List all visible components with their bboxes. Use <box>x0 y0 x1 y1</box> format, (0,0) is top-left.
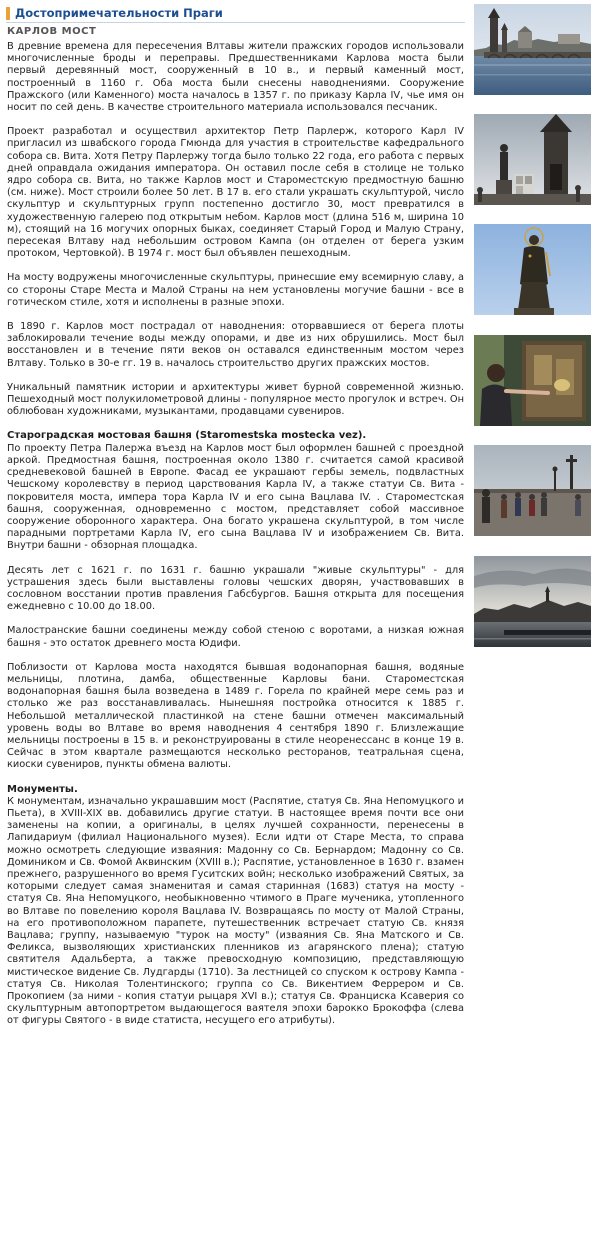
dusk-panorama-photo[interactable] <box>474 556 591 647</box>
paragraph-history: В древние времена для пересечения Влтавы жители пражских городов использовали многочисленные броды и переправы. Предшественниками Карлова моста были первый деревянный мост, сооруженный в 10 в., и первый каменный мост, построенный в 1160 г. Оба моста были снесены наводнениями. Сооружение Пражского (или Каменного) моста началось в 1357 г. по приказу Карла IV, чье имя он носит по сей день. В качестве строительного материала использовался песчаник. <box>7 41 464 114</box>
page-header <box>6 6 466 21</box>
paragraph-water-tower: Поблизости от Карлова моста находятся бывшая водонапорная башня, водяные мельницы, плотина, дамба, общественные Карловы бани. Староместская водонапорная башня была возведена в 1489 г. Горела по крайней мере семь раз и столько же раз восстанавливалась. Нынешняя постройка относится к 1885 г. Небольшой металлической пластинкой на стене башни отмечен максимальный уровень воды во Влтаве во время наводнения 4 сентября 1890 г. Близлежащие мельницы построены в 15 в. и реконструированы в стиле неоренессанс в конце 19 в. Сейчас в этом квартале размещаются несколько ресторанов, театральная сцена, киоски сувениров, пункты обмена валюты. <box>7 661 464 771</box>
page-title: Достопримечательности Праги <box>15 6 223 20</box>
title-marker-icon <box>6 7 10 20</box>
paragraph-sculptures: На мосту водружены многочисленные скульптуры, принесшие ему всемирную славу, а со стороны Старе Места и Малой Страны на нем установлены могучие башни - все в готическом стиле, хотя и исполнены в разные эпохи. <box>7 272 464 308</box>
title-divider <box>6 22 465 23</box>
paragraph-lesser-town-towers: Малостранские башни соединены между собой стеною с воротами, а низкая южная башня - это остаток древнего моста Юдифи. <box>7 625 464 649</box>
paragraph-tower: По проекту Петра Палержа въезд на Карлов мост был оформлен башней с проездной аркой. Предмостная башня, построенная около 1380 г. считается самой красивой средневековой башней в Европе. Фасад ее украшают гербы земель, подвластных Чешскому королевству в период царствования Карла IV, а также статуи Св. Вита - покровителя моста, импера тора Карла IV и его сына Вацлава IV. . Староместская башня, сооруженная, одновременно с мостом, представляет собой массивное сооружение оборонного характера. Она богато украшена скульптурой, в том числе парадными портретами Карла IV, его сына Вацлава IV и изображением Св. Вита. Внутри башни - обзорная площадка. <box>7 442 464 552</box>
nepomuk-statue-photo[interactable] <box>474 224 591 315</box>
paragraph-monuments: К монументам, изначально украшавшим мост (Распятие, статуя Св. Яна Непомуцкого и Пьета), в XVIII-XIX вв. добавились другие статуи. В настоящее время почти все они заменены на копии, а оригиналы, в целях лучшей сохранности, перенесены в Лапидариум (филиал Национального музея). Если идти от Старе Места, то справа можно осмотреть следующие изваяния: Мадонну со Св. Бернардом; Мадонну со Св. Домиником и Св. Фомой Аквинским (XVIII в.); Распятие, установленное в 1630 г. взамен прежнего, разрушенного во время Гуситских войн; несколько изображений Святых, за которыми следует самая знаменитая и самая старинная (1683) статуя на мосту - статуя Св. Яна Непомуцкого, необыкновенно чтимого в Праге мученика, утопленного во Влтаве по повелению короля Вацлава IV. Возвращаясь по мосту от Малой Страны, на его противоположном парапете, путешественник встречает статую Св. князя Вацлава; группу, называемую "турок на мосту" (изваяния Св. Яна Матского и Св. Феликса, вызволяющих христианских пленников из агарянского плена); статую святителя Адальберта, а также превосходную композицию, представляющую мистическое видение Св. Лудгарды (1710). За лестницей со спуском к острову Кампа - статуя Св. Николая Толентинского; группа со Св. Викентием Феррером и Св. Прокопием (за ними - копия статуи рыцаря XVI в.); статуя Св. Франциска Ксаверия со скульптурным автопортретом выдающегося ваятеля эпохи барокко Брокоффа (слева от фигуры Святого - в виде статиста, несущего его атрибуты). <box>7 795 464 1027</box>
dusk-panorama-image <box>474 556 591 647</box>
heading-monuments: Монументы. <box>7 783 78 795</box>
heading-old-town-tower: Староградская мостовая башня (Staromestska mostecka vez). <box>7 430 367 442</box>
paragraph-modern-life: Уникальный памятник истории и архитектуры живет бурной современной жизнью. Пешеходный мост полукилометровой длины - популярное место прогулок и встреч. Он облюбован художниками, музыкантами, продавцами сувениров. <box>7 381 464 418</box>
paragraph-architect: Проект разработал и осуществил архитектор Петр Парлерж, которого Карл IV пригласил из швабского города Гмюнда для участия в строительстве кафедрального собора св. Вита. Хотя Петру Парлержу тогда было только 22 года, его работа с первых дней оправдала ожидания императора. Он оставил после себя в столице не только ядро собора св. Вита, но также Карлов мост и Староместскую предмостную башню (см. ниже). Мост строили более 50 лет. В 17 в. его стали украшать скульптурой, число скульптур и скульптурных групп постепенно достигло 30, мост превратился в художественную галерею под открытым небом. Карлов мост (длина 516 м, ширина 10 м), стоящий на 16 могучих опорных быках, соединяет Старый Город и Малую Страну, пересекая Влтаву над небольшим островом Кампа (он отделен от берега узким протоком, Чертовкой). В 1974 г. мост был объявлен пешеходным. <box>7 126 464 260</box>
bridge-crowd-photo[interactable] <box>474 445 591 536</box>
article-subtitle: КАРЛОВ МОСТ <box>7 26 97 37</box>
bridge-tower-image <box>474 114 591 205</box>
bronze-relief-photo[interactable] <box>474 335 591 426</box>
bridge-panorama-photo[interactable] <box>474 4 591 95</box>
paragraph-living-sculptures: Десять лет с 1621 г. по 1631 г. башню украшали "живые скульптуры" - для устрашения здесь были выставлены головы чешских дворян, участвовавших в сословном восстании против правления Габсбургов. Башня открыта для посещения ежедневно с 10.00 до 18.00. <box>7 564 464 613</box>
bronze-relief-image <box>474 335 591 426</box>
bridge-panorama-image <box>474 4 591 95</box>
bridge-crowd-image <box>474 445 591 536</box>
bridge-tower-photo[interactable] <box>474 114 591 205</box>
nepomuk-statue-image <box>474 224 591 315</box>
article-body <box>7 41 464 1040</box>
paragraph-flood: В 1890 г. Карлов мост пострадал от наводнения: оторвавшиеся от берега плоты заблокировали течение воды между опорами, и две из них обрушились. Мост был восстановлен и в течение пяти веков он оставался единственным мостом через Влтаву. Только в 30-е гг. 19 в. началось строительство других пражских мостов. <box>7 321 464 369</box>
